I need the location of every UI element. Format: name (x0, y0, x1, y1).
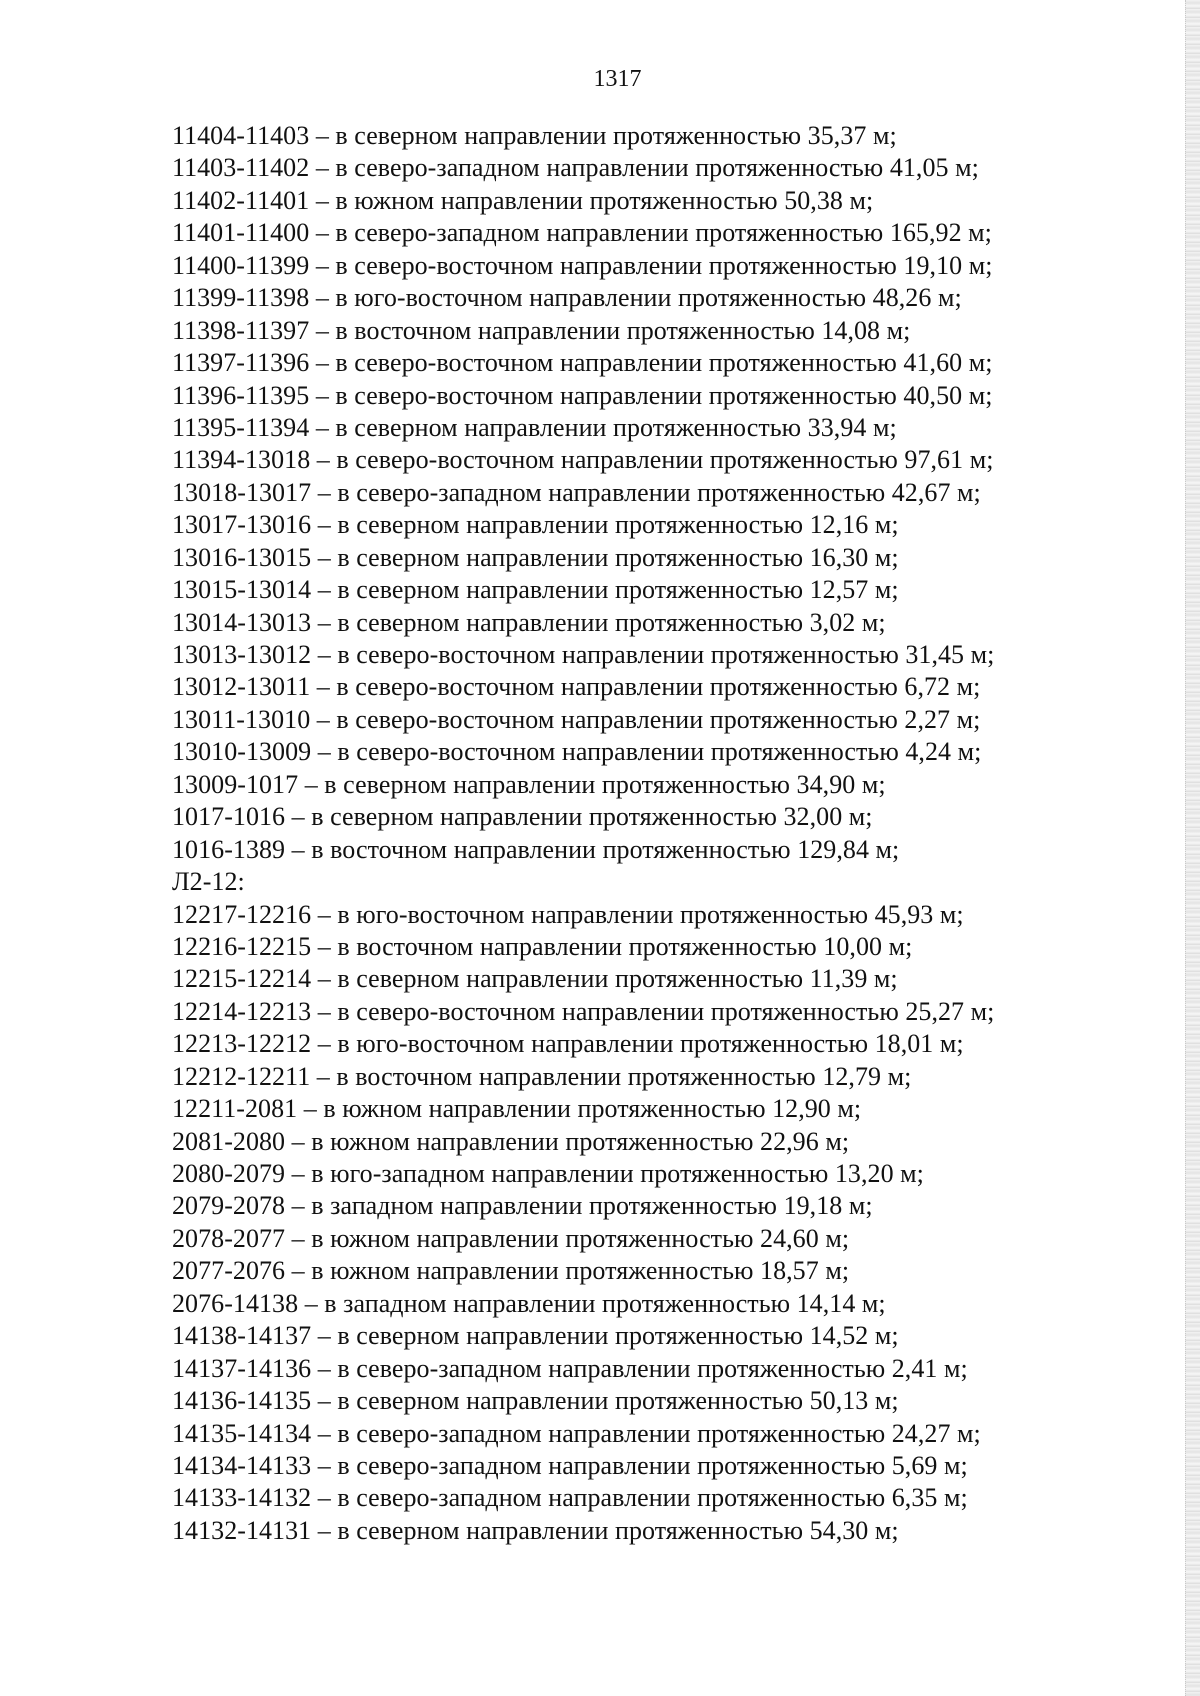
segment-line: 14134-14133 – в северо-западном направлении протяженностью 5,69 м; (172, 1450, 968, 1480)
segment-line: 1016-1389 – в восточном направлении протяженностью 129,84 м; (172, 834, 900, 864)
section-heading: Л2-12: (172, 867, 245, 897)
segment-line: 11404-11403 – в северном направлении протяженностью 35,37 м; (172, 121, 897, 150)
segment-line: 11402-11401 – в южном направлении протяженностью 50,38 м; (172, 185, 874, 215)
segment-line: 14136-14135 – в северном направлении протяженностью 50,13 м; (172, 1386, 899, 1416)
segment-line: 1017-1016 – в северном направлении протяженностью 32,00 м; (172, 802, 873, 832)
segment-line: 11403-11402 – в северо-западном направлении протяженностью 41,05 м; (172, 153, 979, 183)
segment-line: 2077-2076 – в южном направлении протяженностью 18,57 м; (172, 1256, 850, 1286)
segment-line: 13015-13014 – в северном направлении протяженностью 12,57 м; (172, 575, 899, 605)
scan-edge-artifact (1185, 0, 1200, 1696)
segment-line: 11400-11399 – в северо-восточном направлении протяженностью 19,10 м; (172, 250, 993, 280)
page-number: 1317 (593, 66, 642, 92)
segment-line: 12217-12216 – в юго-восточном направлении протяженностью 45,93 м; (172, 899, 964, 929)
segment-line: 12211-2081 – в южном направлении протяженностью 12,90 м; (172, 1094, 862, 1124)
segment-line: 14137-14136 – в северо-западном направлении протяженностью 2,41 м; (172, 1353, 968, 1383)
segment-line: 11394-13018 – в северо-восточном направлении протяженностью 97,61 м; (172, 445, 994, 475)
segment-line: 2078-2077 – в южном направлении протяженностью 24,60 м; (172, 1223, 850, 1253)
segment-line: 2079-2078 – в западном направлении протяженностью 19,18 м; (172, 1191, 873, 1221)
segment-line: 14135-14134 – в северо-западном направлении протяженностью 24,27 м; (172, 1418, 981, 1448)
segment-line: 12213-12212 – в юго-восточном направлении протяженностью 18,01 м; (172, 1029, 964, 1059)
segment-line: 11395-11394 – в северном направлении протяженностью 33,94 м; (172, 412, 897, 442)
segment-line: 13017-13016 – в северном направлении протяженностью 12,16 м; (172, 510, 899, 540)
segment-line: 13010-13009 – в северо-восточном направлении протяженностью 4,24 м; (172, 737, 982, 767)
segment-line: 13016-13015 – в северном направлении протяженностью 16,30 м; (172, 542, 899, 572)
segment-line: 2080-2079 – в юго-западном направлении протяженностью 13,20 м; (172, 1159, 924, 1188)
segment-line: 13012-13011 – в северо-восточном направлении протяженностью 6,72 м; (172, 672, 981, 702)
segment-line: 12215-12214 – в северном направлении протяженностью 11,39 м; (172, 964, 898, 994)
segment-line: 13009-1017 – в северном направлении протяженностью 34,90 м; (172, 769, 886, 799)
segment-line: 11396-11395 – в северо-восточном направлении протяженностью 40,50 м; (172, 380, 993, 410)
segment-line: 14132-14131 – в северном направлении протяженностью 54,30 м; (172, 1515, 899, 1545)
segment-line: 14133-14132 – в северо-западном направлении протяженностью 6,35 м; (172, 1483, 968, 1513)
segment-line: 2081-2080 – в южном направлении протяженностью 22,96 м; (172, 1126, 850, 1156)
segment-line: 11401-11400 – в северо-западном направлении протяженностью 165,92 м; (172, 218, 992, 248)
segment-line: 13018-13017 – в северо-западном направлении протяженностью 42,67 м; (172, 477, 981, 507)
segment-line: 11398-11397 – в восточном направлении протяженностью 14,08 м; (172, 315, 911, 345)
segment-line: 12216-12215 – в восточном направлении протяженностью 10,00 м; (172, 931, 913, 961)
segment-line: 13014-13013 – в северном направлении протяженностью 3,02 м; (172, 607, 886, 637)
segment-line: 11397-11396 – в северо-восточном направлении протяженностью 41,60 м; (172, 348, 993, 378)
segment-line: 14138-14137 – в северном направлении протяженностью 14,52 м; (172, 1321, 899, 1351)
segment-line: 12214-12213 – в северо-восточном направлении протяженностью 25,27 м; (172, 996, 995, 1026)
boundary-segments-list (172, 120, 1172, 1547)
segment-line: 2076-14138 – в западном направлении протяженностью 14,14 м; (172, 1288, 886, 1318)
segment-line: 13011-13010 – в северо-восточном направлении протяженностью 2,27 м; (172, 704, 981, 734)
segment-line: 12212-12211 – в восточном направлении протяженностью 12,79 м; (172, 1061, 912, 1091)
segment-line: 11399-11398 – в юго-восточном направлении протяженностью 48,26 м; (172, 283, 962, 313)
segment-line: 13013-13012 – в северо-восточном направлении протяженностью 31,45 м; (172, 640, 995, 669)
